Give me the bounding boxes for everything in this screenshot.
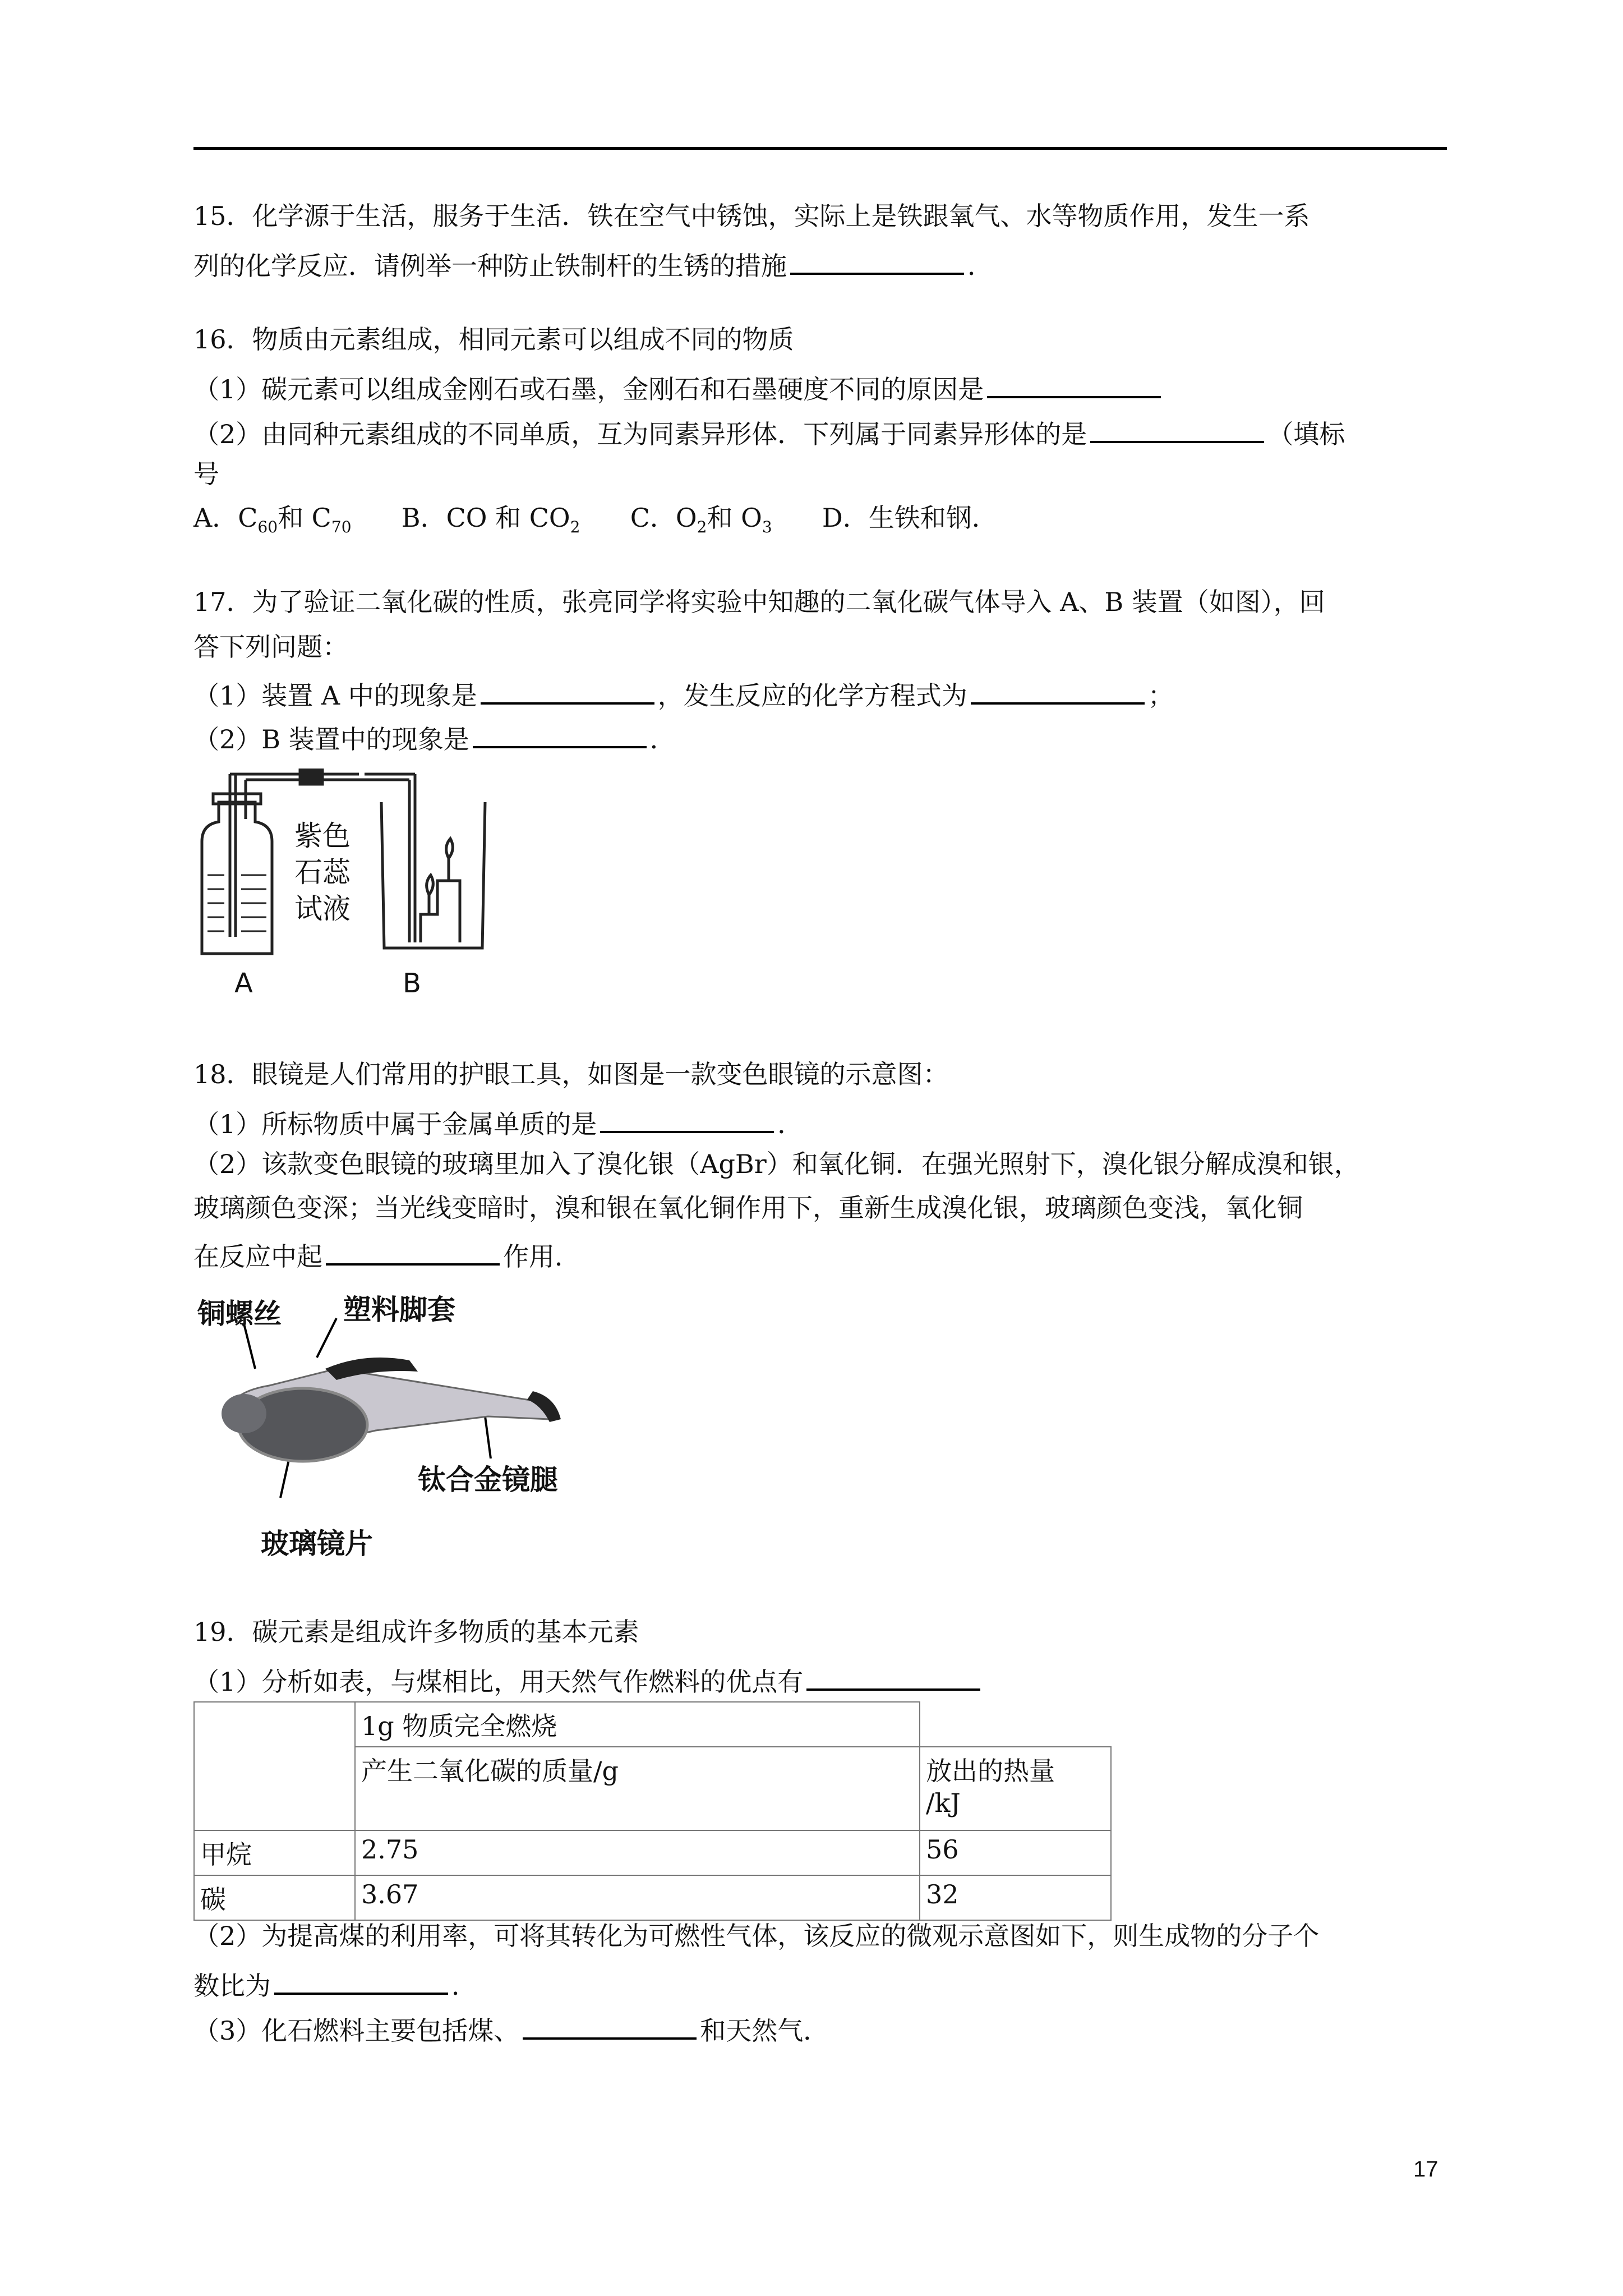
q16-part1: （1）碳元素可以组成金刚石或石墨，金刚石和石墨硬度不同的原因是 (193, 371, 1164, 402)
q16-part2: （2）由同种元素组成的不同单质，互为同素异形体．下列属于同素异形体的是 （填标 (193, 416, 1345, 447)
option-d: D．生铁和钢． (822, 503, 998, 533)
apparatus-label-a: A (234, 968, 253, 999)
litmus-label-3: 试液 (294, 892, 351, 925)
plastic-foot-label: 塑料脚套 (343, 1294, 455, 1326)
q16-stem: 16．物质由元素组成，相同元素可以组成不同的物质 (193, 324, 794, 355)
table-header-group: 1g 物质完全燃烧 (355, 1702, 920, 1747)
apparatus-label-b: B (403, 968, 421, 999)
copper-screw-label: 铜螺丝 (197, 1297, 282, 1330)
q18-part2-line3: 在反应中起 作用． (193, 1239, 580, 1269)
rubber-connector (300, 770, 322, 784)
flame-high (446, 839, 453, 858)
q15-line1: 15．化学源于生活，服务于生活．铁在空气中锈蚀，实际上是铁跟氧气、水等物质作用，发生一系 (193, 201, 1310, 231)
beaker-b (381, 802, 485, 948)
answer-blank[interactable] (600, 1106, 774, 1133)
answer-blank[interactable] (473, 721, 647, 748)
option-b: B．CO 和 $CO_2$ (401, 503, 580, 536)
q18-part2-line1: （2）该款变色眼镜的玻璃里加入了溴化银（AgBr）和氧化铜．在强光照射下，溴化银分解成溴和银， (193, 1149, 1360, 1179)
header-rule (193, 147, 1447, 150)
litmus-label-1: 紫色 (294, 820, 351, 852)
table-corner-cell (194, 1702, 355, 1830)
option-c: C．$O_2$和 $O_3$ (630, 503, 772, 536)
answer-blank[interactable] (971, 678, 1145, 705)
q16-options (193, 505, 998, 535)
q17-line1: 17．为了验证二氧化碳的性质，张亮同学将实验中知趣的二氧化碳气体导入 A、B 装置（如图），回 (193, 587, 1325, 617)
page-number: 17 (1413, 2157, 1438, 2182)
flame-low (427, 875, 434, 895)
table-row: 甲烷 2.75 56 (194, 1830, 1111, 1875)
q19-part2-line1: （2）为提高煤的利用率，可将其转化为可燃性气体，该反应的微观示意图如下，则生成物的分子个 (193, 1921, 1320, 1951)
answer-blank[interactable] (326, 1239, 500, 1266)
q17-part2: （2）B 装置中的现象是 ． (193, 721, 676, 752)
q18-stem: 18．眼镜是人们常用的护眼工具，如图是一款变色眼镜的示意图： (193, 1059, 949, 1089)
q19-part1: （1）分析如表，与煤相比，用天然气作燃料的优点有 (193, 1664, 984, 1695)
answer-blank[interactable] (1090, 416, 1264, 443)
answer-blank[interactable] (523, 2013, 697, 2040)
q18-part2-line2: 玻璃颜色变深；当光线变暗时，溴和银在氧化铜作用下，重新生成溴化银，玻璃颜色变浅，氧化铜 (193, 1193, 1303, 1223)
answer-blank[interactable] (481, 678, 654, 705)
answer-blank[interactable] (274, 1968, 448, 1995)
q15-line2: 列的化学反应．请例举一种防止铁制杆的生锈的措施 ． (193, 248, 993, 279)
table-row: 碳 3.67 32 (194, 1875, 1111, 1920)
q18-part1: （1）所标物质中属于金属单质的是 ． (193, 1106, 803, 1137)
answer-blank[interactable] (806, 1664, 980, 1691)
combustion-table (193, 1701, 1112, 1921)
q17-part1: （1）装置 A 中的现象是 ，发生反应的化学方程式为 ； (193, 678, 1174, 708)
titanium-leg-label: 钛合金镜腿 (418, 1464, 558, 1496)
litmus-label-2: 石蕊 (294, 856, 351, 889)
left-lens-edge (222, 1394, 266, 1433)
q19-part3: （3）化石燃料主要包括煤、 和天然气． (193, 2013, 829, 2044)
table-header-co2: 产生二氧化碳的质量/g (355, 1747, 920, 1830)
table-header-heat: 放出的热量 /kJ (920, 1747, 1111, 1830)
q19-part2-line2: 数比为 ． (193, 1968, 477, 1999)
q17-line2: 答下列问题： (193, 632, 348, 662)
q16-part2-line2: 号 (193, 459, 219, 489)
answer-blank[interactable] (987, 371, 1161, 398)
table-empty-cell (920, 1702, 1111, 1747)
answer-blank[interactable] (790, 248, 964, 275)
q19-stem: 19．碳元素是组成许多物质的基本元素 (193, 1617, 639, 1647)
option-a: A．$C_{60}$和 $C_{70}$ (193, 503, 352, 536)
glass-lens-label: 玻璃镜片 (261, 1527, 373, 1560)
